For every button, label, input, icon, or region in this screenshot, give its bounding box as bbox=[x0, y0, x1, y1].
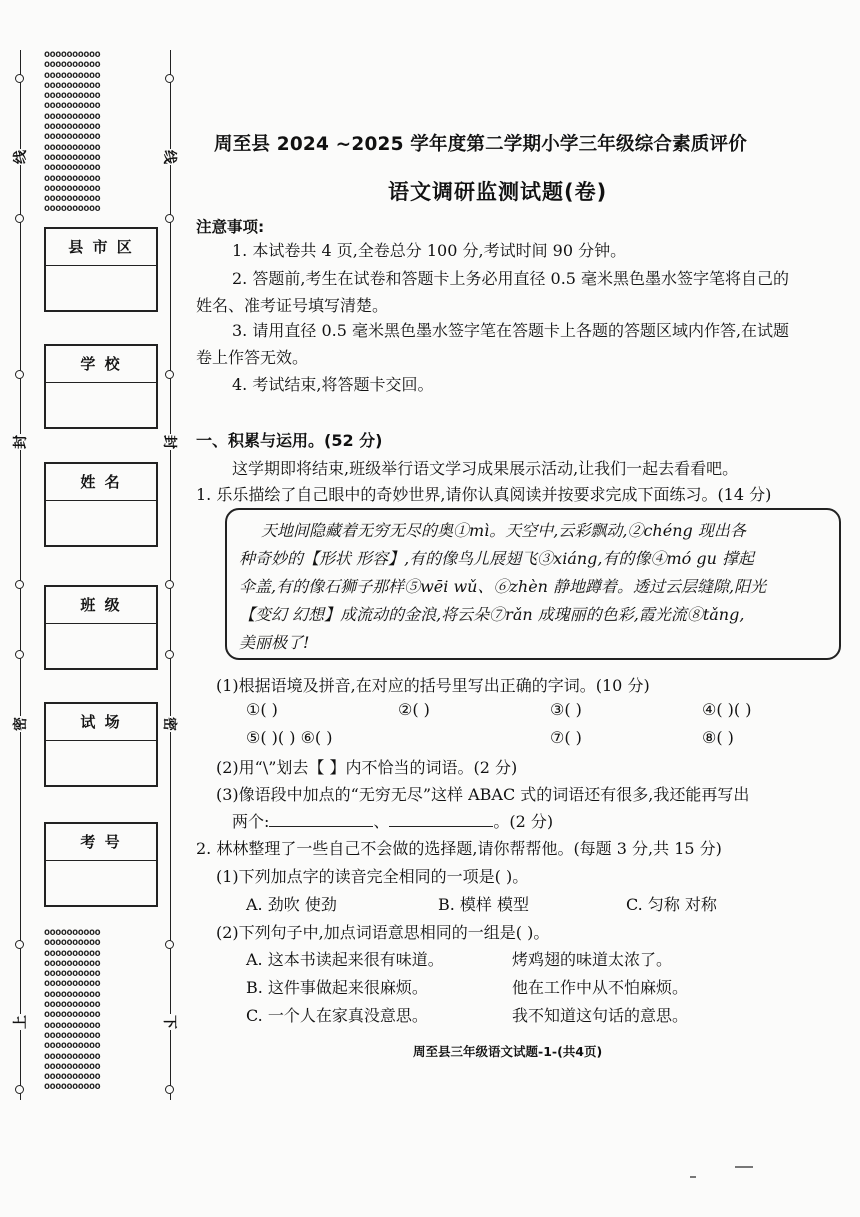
side-label-xian-right: 线 bbox=[158, 149, 182, 165]
field-input[interactable] bbox=[46, 501, 156, 545]
question-2-1: (1)下列加点字的读音完全相同的一项是( )。 bbox=[216, 867, 529, 886]
option-a-sentence-2: 烤鸡翅的味道太浓了。 bbox=[512, 950, 673, 969]
notes-item-1: 1. 本试卷共 4 页,全卷总分 100 分,考试时间 90 分钟。 bbox=[232, 241, 627, 260]
question-1-2: (2)用“\”划去【 】内不恰当的词语。(2 分) bbox=[216, 758, 518, 777]
passage-line: 种奇妙的【形状 形容】,有的像鸟儿展翅飞③xiáng,有的像④mó gu 撑起 bbox=[239, 549, 755, 568]
field-input[interactable] bbox=[46, 383, 156, 427]
passage-line: 【变幻 幻想】成流动的金浪,将云朵⑦rǎn 成瑰丽的色彩,霞光流⑧tǎng, bbox=[239, 605, 745, 624]
field-exam-number[interactable] bbox=[44, 822, 158, 907]
notes-heading: 注意事项: bbox=[196, 218, 265, 236]
ring-icon bbox=[15, 74, 24, 83]
field-input[interactable] bbox=[46, 861, 156, 905]
reading-passage bbox=[225, 508, 841, 660]
question-2: 2. 林林整理了一些自己不会做的选择题,请你帮帮他。(每题 3 分,共 15 分) bbox=[196, 839, 722, 858]
side-label-mi-left: 密 bbox=[8, 716, 32, 732]
option-c-sentence-1: C. 一个人在家真没意思。 bbox=[246, 1006, 428, 1025]
field-exam-room[interactable] bbox=[44, 702, 158, 787]
field-input[interactable] bbox=[46, 741, 156, 785]
passage-line: 天地间隐藏着无穷无尽的奥①mì。天空中,云彩飘动,②chéng 现出各 bbox=[261, 521, 746, 540]
answer-blank-2[interactable]: ②( ) bbox=[398, 700, 430, 719]
answer-separator: 、 bbox=[373, 812, 390, 831]
page-footer: 周至县三年级语文试题-1-(共4页) bbox=[413, 1044, 603, 1059]
option-c-sentence-2: 我不知道这句话的意思。 bbox=[512, 1006, 689, 1025]
field-input[interactable] bbox=[46, 624, 156, 668]
answer-score: 。(2 分) bbox=[493, 812, 554, 831]
answer-line-1[interactable] bbox=[269, 826, 373, 827]
ring-icon bbox=[15, 214, 24, 223]
exam-subtitle: 语文调研监测试题(卷) bbox=[388, 180, 608, 204]
side-label-xian-left: 线 bbox=[8, 149, 32, 165]
notes-item-2b: 姓名、准考证号填写清楚。 bbox=[196, 296, 389, 315]
option-b-sentence-2: 他在工作中从不怕麻烦。 bbox=[512, 978, 689, 997]
ring-icon bbox=[165, 940, 174, 949]
field-input[interactable] bbox=[46, 266, 156, 310]
section-heading: 一、积累与运用。(52 分) bbox=[196, 431, 383, 450]
passage-line: 伞盖,有的像石狮子那样⑤wēi wǔ、⑥zhèn 静地蹲着。透过云层缝隙,阳光 bbox=[239, 577, 767, 596]
ring-icon bbox=[165, 580, 174, 589]
section-intro: 这学期即将结束,班级举行语文学习成果展示活动,让我们一起去看看吧。 bbox=[232, 459, 739, 478]
scan-artifact bbox=[690, 1176, 696, 1178]
ring-icon bbox=[165, 74, 174, 83]
answer-prompt: 两个: bbox=[232, 812, 270, 831]
ring-icon bbox=[15, 370, 24, 379]
ring-icon bbox=[15, 650, 24, 659]
field-label: 县 市 区 bbox=[46, 229, 156, 266]
notes-item-3b: 卷上作答无效。 bbox=[196, 348, 309, 367]
field-label: 学 校 bbox=[46, 346, 156, 383]
question-1-1: (1)根据语境及拼音,在对应的括号里写出正确的字词。(10 分) bbox=[216, 676, 650, 695]
scan-artifact bbox=[735, 1166, 753, 1168]
field-label: 班 级 bbox=[46, 587, 156, 624]
question-2-2: (2)下列句子中,加点词语意思相同的一组是( )。 bbox=[216, 923, 550, 942]
perforation-dots-bottom: oooooooooo oooooooooo oooooooooo oooooooooo oooooooooo oooooooooo oooooooooo oooooooooo oooooooooo oooooooooo oooooooooo oooooooooo oooooooooo oooooooooo oooooooooo oooooooooo bbox=[44, 927, 101, 1093]
answer-blank-3[interactable]: ③( ) bbox=[550, 700, 582, 719]
answer-blank-5-6[interactable]: ⑤( )( ) ⑥( ) bbox=[246, 728, 333, 747]
side-label-feng-left: 封 bbox=[8, 434, 32, 450]
ring-icon bbox=[15, 580, 24, 589]
option-b-sentence-1: B. 这件事做起来很麻烦。 bbox=[246, 978, 428, 997]
side-label-xia: 下 bbox=[158, 1014, 182, 1030]
option-a-sentence-1: A. 这本书读起来很有味道。 bbox=[246, 950, 444, 969]
ring-icon bbox=[165, 214, 174, 223]
question-1-3-answer bbox=[232, 809, 553, 832]
option-c: C. 匀称 对称 bbox=[626, 895, 717, 914]
passage-line: 美丽极了! bbox=[239, 633, 310, 652]
side-label-feng-right: 封 bbox=[158, 434, 182, 450]
ring-icon bbox=[165, 650, 174, 659]
field-name[interactable] bbox=[44, 462, 158, 547]
question-1-3: (3)像语段中加点的“无穷无尽”这样 ABAC 式的词语还有很多,我还能再写出 bbox=[216, 785, 750, 804]
option-a: A. 劲吹 使劲 bbox=[246, 895, 337, 914]
ring-icon bbox=[15, 1085, 24, 1094]
side-label-mi-right: 密 bbox=[158, 716, 182, 732]
field-label: 试 场 bbox=[46, 704, 156, 741]
field-label: 考 号 bbox=[46, 824, 156, 861]
notes-item-2a: 2. 答题前,考生在试卷和答题卡上务必用直径 0.5 毫米黑色墨水签字笔将自己的 bbox=[232, 269, 790, 288]
answer-line-2[interactable] bbox=[389, 826, 493, 827]
ring-icon bbox=[15, 940, 24, 949]
field-county[interactable] bbox=[44, 227, 158, 312]
answer-blank-1[interactable]: ①( ) bbox=[246, 700, 278, 719]
ring-icon bbox=[165, 370, 174, 379]
perforation-dots-top: oooooooooo oooooooooo oooooooooo oooooooooo oooooooooo oooooooooo oooooooooo oooooooooo oooooooooo oooooooooo oooooooooo oooooooooo oooooooooo oooooooooo oooooooooo oooooooooo bbox=[44, 49, 101, 215]
exam-title: 周至县 2024 ~2025 学年度第二学期小学三年级综合素质评价 bbox=[214, 134, 747, 155]
answer-blank-7[interactable]: ⑦( ) bbox=[550, 728, 582, 747]
field-school[interactable] bbox=[44, 344, 158, 429]
option-b: B. 模样 模型 bbox=[438, 895, 530, 914]
answer-blank-4[interactable]: ④( )( ) bbox=[702, 700, 752, 719]
notes-item-4: 4. 考试结束,将答题卡交回。 bbox=[232, 375, 434, 394]
notes-item-3a: 3. 请用直径 0.5 毫米黑色墨水签字笔在答题卡上各题的答题区域内作答,在试题 bbox=[232, 321, 790, 340]
side-label-shang: 上 bbox=[8, 1014, 32, 1030]
ring-icon bbox=[165, 1085, 174, 1094]
field-class[interactable] bbox=[44, 585, 158, 670]
field-label: 姓 名 bbox=[46, 464, 156, 501]
question-1: 1. 乐乐描绘了自己眼中的奇妙世界,请你认真阅读并按要求完成下面练习。(14 分) bbox=[196, 485, 772, 504]
answer-blank-8[interactable]: ⑧( ) bbox=[702, 728, 734, 747]
